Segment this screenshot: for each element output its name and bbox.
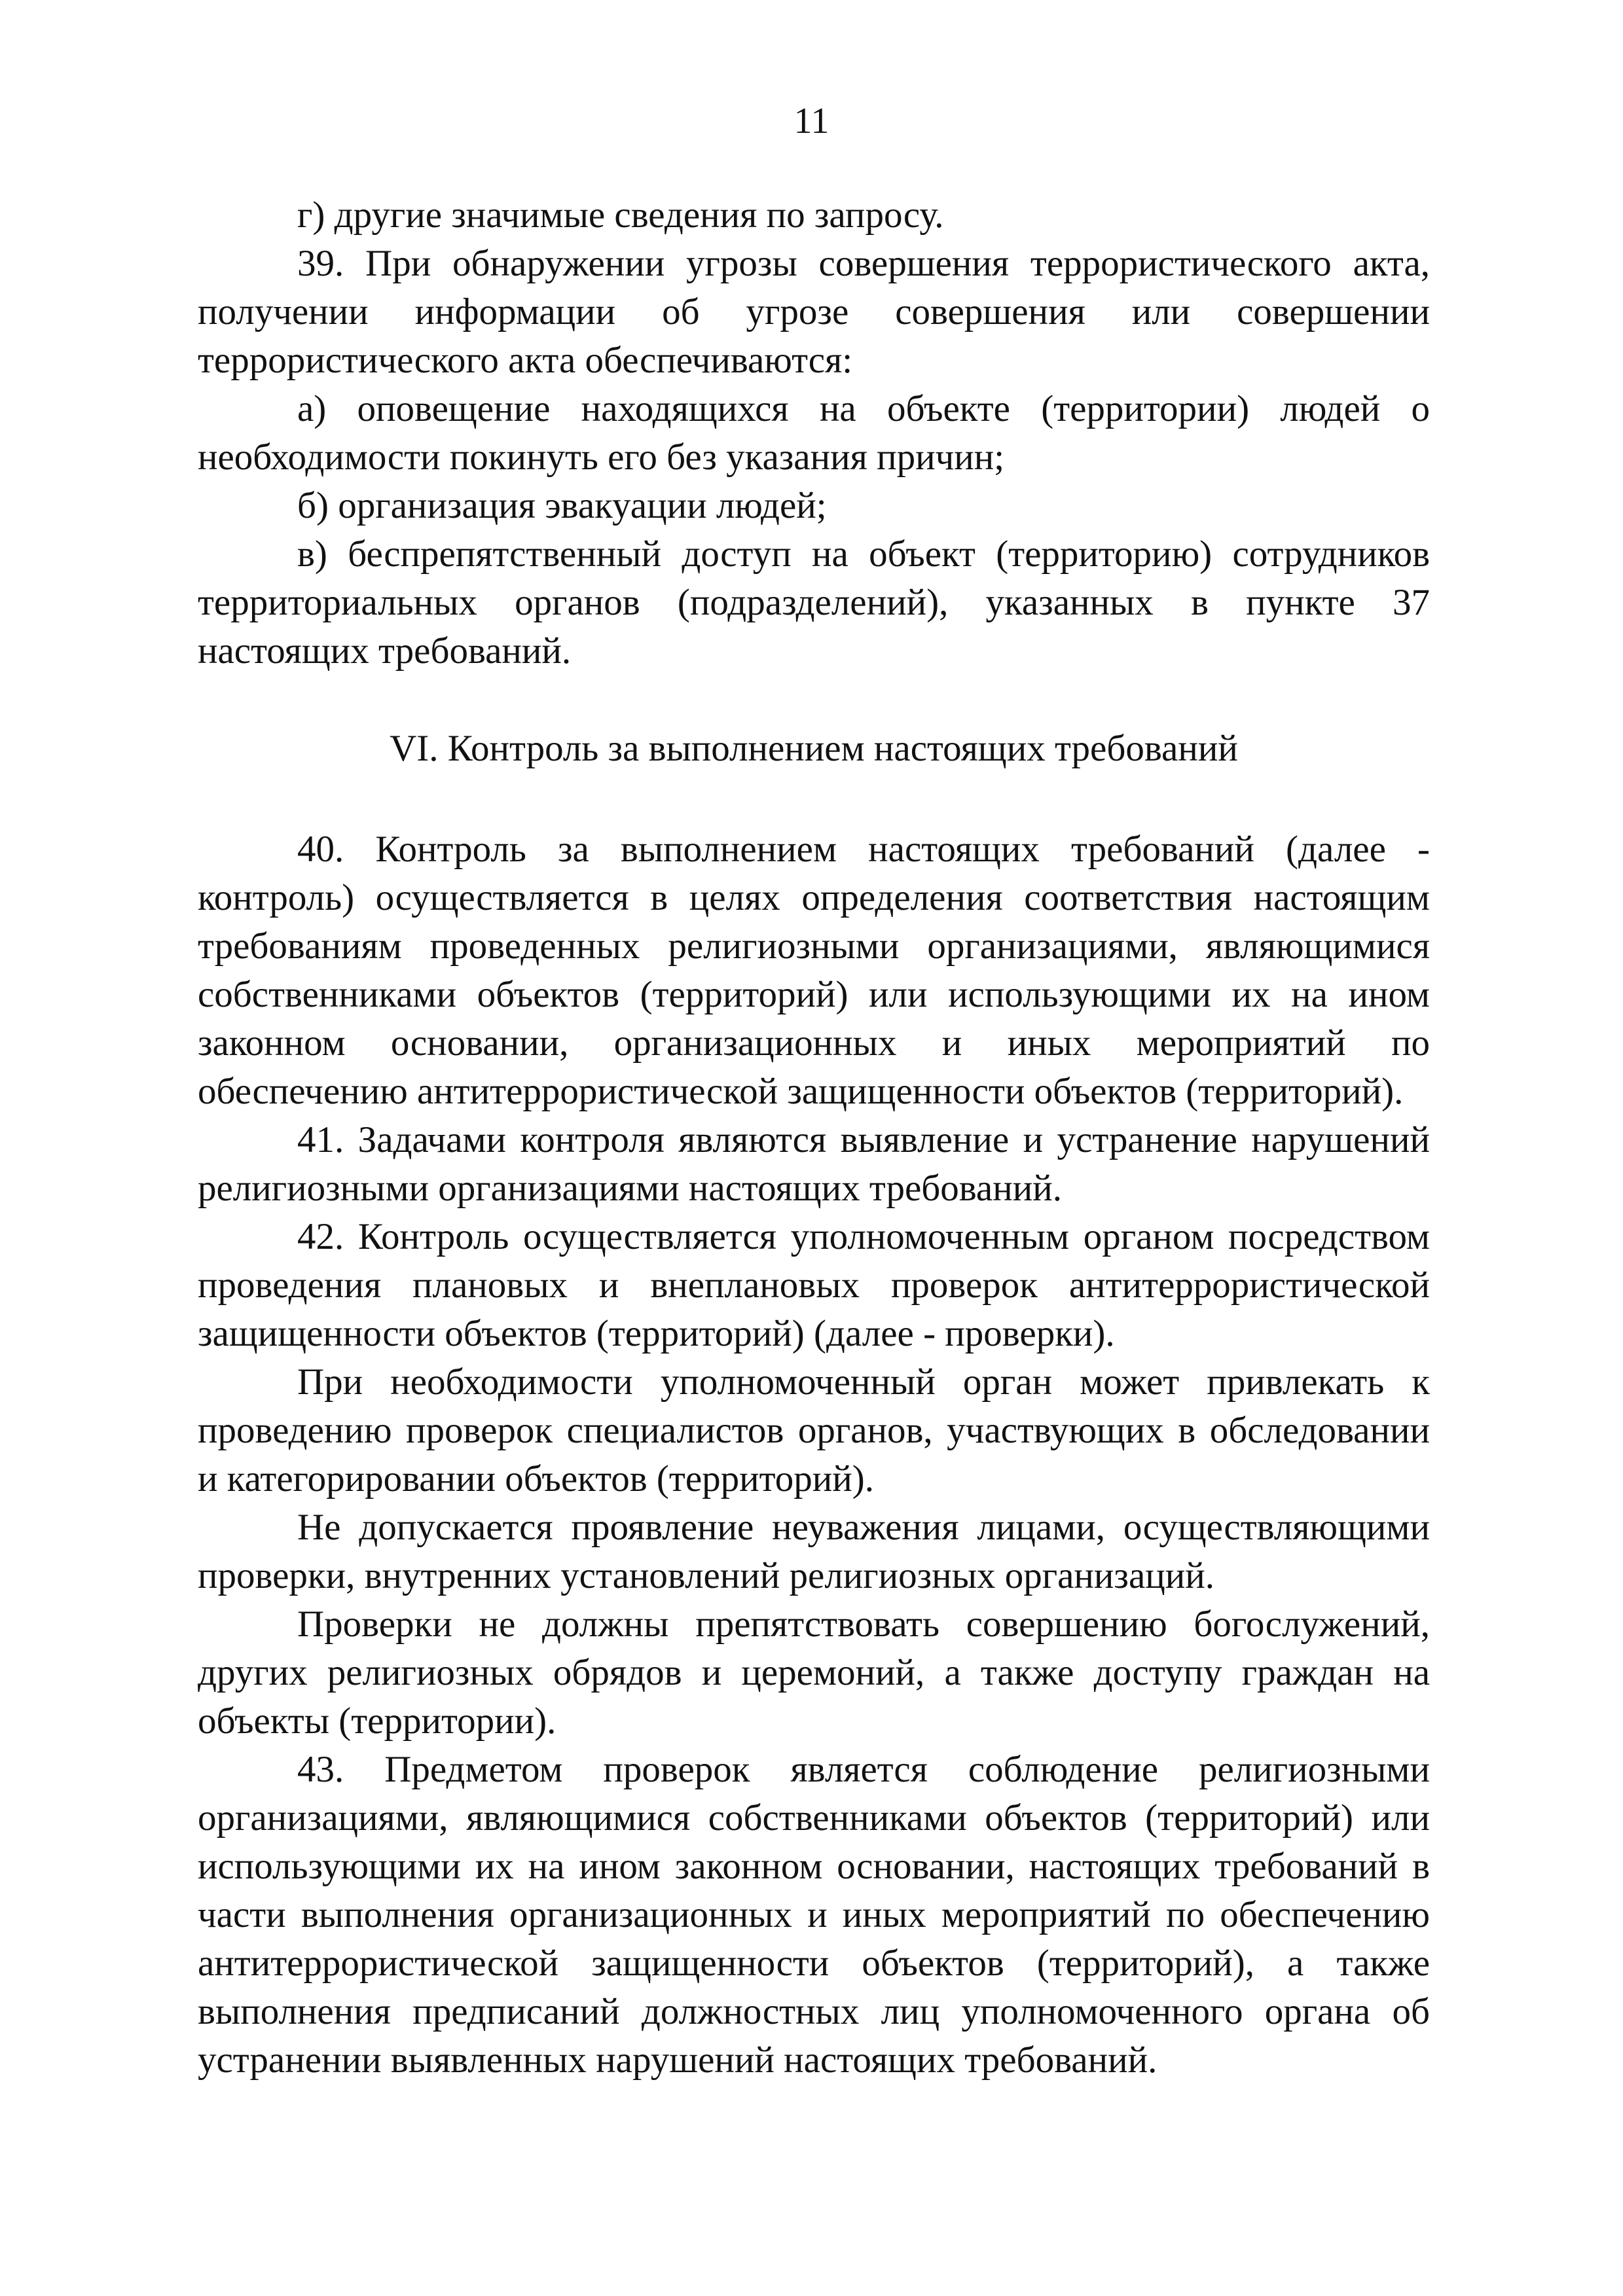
- paragraph-item-g: г) другие значимые сведения по запросу.: [297, 194, 944, 236]
- page-number: 11: [793, 101, 830, 141]
- paragraph-39: 39. При обнаружении угрозы совершения террористического акта, получении информации об угрозе совершения или совершении террористического акта обеспечиваются:: [198, 243, 1430, 381]
- paragraph-42-no-disrespect: Не допускается проявление неуважения лицами, осуществляющими проверки, внутренних установлений религиозных организаций.: [198, 1507, 1430, 1596]
- paragraph-item-a: а) оповещение находящихся на объекте (территории) людей о необходимости покинуть его без указания причин;: [198, 388, 1430, 478]
- paragraph-item-v: в) беспрепятственный доступ на объект (территорию) сотрудников территориальных органов (подразделений), указанных в пункте 37 настоящих требований.: [198, 533, 1430, 672]
- paragraph-43: 43. Предметом проверок является соблюдение религиозными организациями, являющимися собственниками объектов (территорий) или использующими их на ином законном основании, настоящих требований в части выполнения организационных и иных мероприятий по обеспечению антитеррористической защищенности объектов (территорий), а также выполнения предписаний должностных лиц уполномоченного органа об устранении выявленных нарушений настоящих требований.: [198, 1749, 1430, 2081]
- paragraph-42-no-obstruction: Проверки не должны препятствовать совершению богослужений, других религиозных обрядов и церемоний, а также доступу граждан на объекты (территории).: [198, 1604, 1430, 1742]
- paragraph-item-b: б) организация эвакуации людей;: [297, 485, 827, 526]
- document-body: [198, 191, 1430, 2085]
- paragraph-42-attract-specialists: При необходимости уполномоченный орган может привлекать к проведению проверок специалистов органов, участвующих в обследовании и категорировании объектов (территорий).: [198, 1361, 1430, 1499]
- paragraph-40: 40. Контроль за выполнением настоящих требований (далее - контроль) осуществляется в целях определения соответствия настоящим требованиям проведенных религиозными организациями, являющимися собственниками объектов (территорий) или использующими их на ином законном основании, организационных и иных мероприятий по обеспечению антитеррористической защищенности объектов (территорий).: [198, 829, 1430, 1112]
- section-heading: VI. Контроль за выполнением настоящих требований: [390, 728, 1238, 769]
- paragraph-42: 42. Контроль осуществляется уполномоченным органом посредством проведения плановых и внеплановых проверок антитеррористической защищенности объектов (территорий) (далее - проверки).: [198, 1216, 1430, 1354]
- paragraph-41: 41. Задачами контроля являются выявление и устранение нарушений религиозными организациями настоящих требований.: [198, 1119, 1430, 1209]
